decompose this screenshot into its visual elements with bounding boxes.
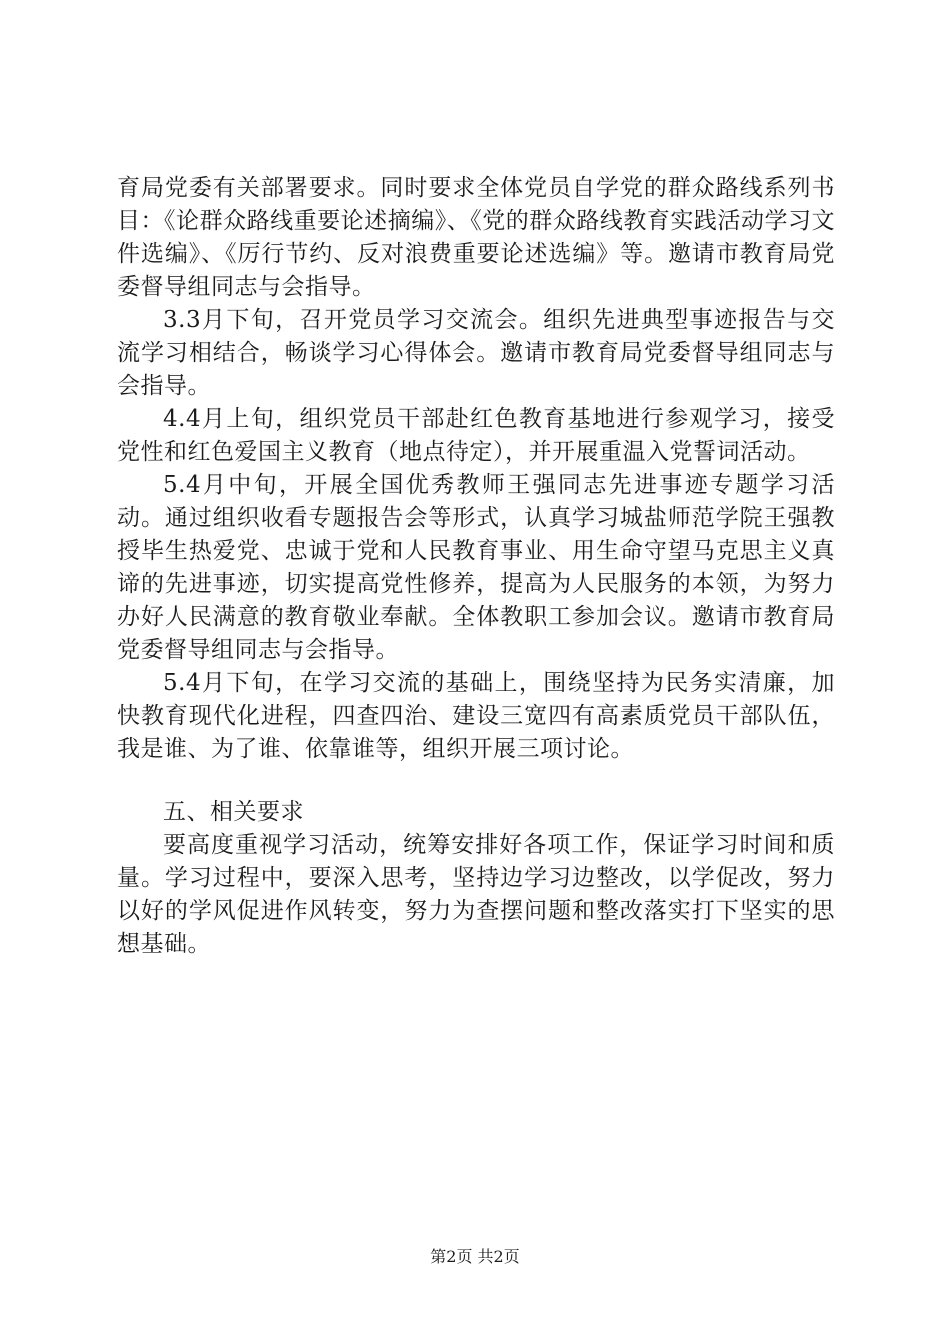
paragraph-item-5a: 5.4月中旬，开展全国优秀教师王强同志先进事迹专题学习活动。通过组织收看专题报告会等形式，认真学习城盐师范学院王强教授毕生热爱党、忠诚于党和人民教育事业、用生命守望马克思主义真谛的先进事迹，切实提高党性修养，提高为人民服务的本领，为努力办好人民满意的教育敬业奉献。全体教职工参加会议。邀请市教育局党委督导组同志与会指导。 <box>117 472 835 663</box>
paragraph-continued: 育局党委有关部署要求。同时要求全体党员自学党的群众路线系列书目：《论群众路线重要论述摘编》、《党的群众路线教育实践活动学习文件选编》、《厉行节约、反对浪费重要论述选编》等。邀请市教育局党委督导组同志与会指导。 <box>117 175 835 300</box>
section-spacer <box>117 766 835 796</box>
page-footer: 第2页 共2页 <box>430 1247 520 1266</box>
paragraph-item-3: 3.3月下旬，召开党员学习交流会。组织先进典型事迹报告与交流学习相结合，畅谈学习心得体会。邀请市教育局党委督导组同志与会指导。 <box>117 307 835 399</box>
paragraph-item-5b: 5.4月下旬，在学习交流的基础上，围绕坚持为民务实清廉，加快教育现代化进程，四查四治、建设三宽四有高素质党员干部队伍，我是谁、为了谁、依靠谁等，组织开展三项讨论。 <box>117 670 835 762</box>
paragraph-item-4: 4.4月上旬，组织党员干部赴红色教育基地进行参观学习，接受党性和红色爱国主义教育（地点待定），并开展重温入党誓词活动。 <box>117 406 835 465</box>
document-body <box>117 172 835 961</box>
section-heading: 五、相关要求 <box>163 799 304 825</box>
section-paragraph: 要高度重视学习活动，统筹安排好各项工作，保证学习时间和质量。学习过程中，要深入思考，坚持边学习边整改，以学促改，努力以好的学风促进作风转变，努力为查摆问题和整改落实打下坚实的思想基础。 <box>117 832 835 957</box>
